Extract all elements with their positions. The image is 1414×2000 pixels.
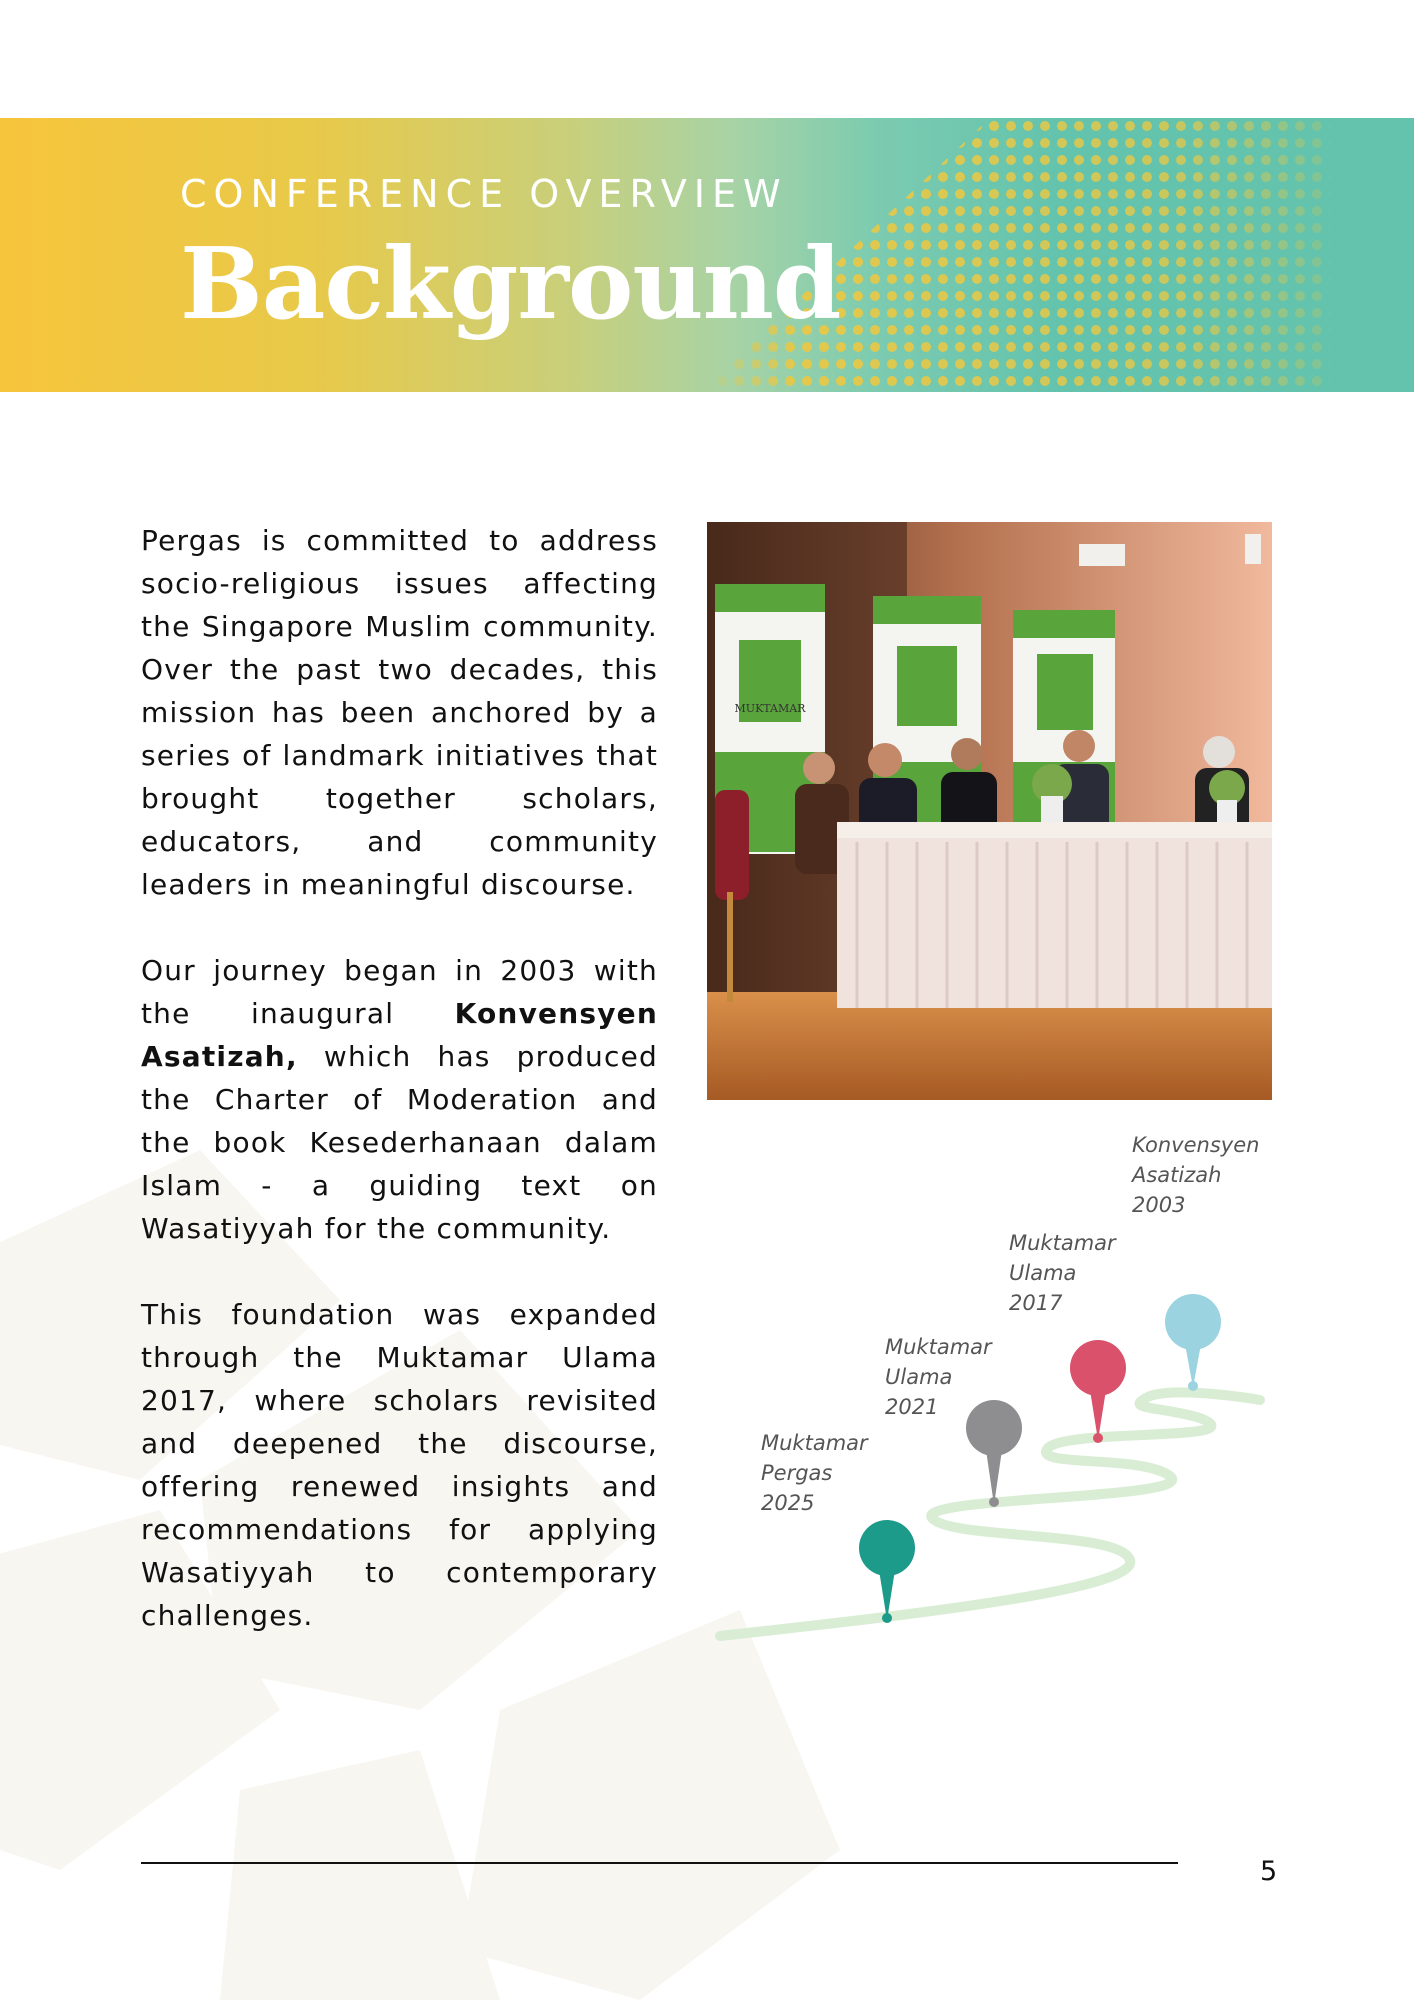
body-text [141,519,658,1680]
paragraph-foundation: This foundation was expanded through the Muktamar Ulama 2017, where scholars revisited and deepened the discourse, offering renewed insights and recommendations for applying Wasatiyyah to contemporary challenges. [141,1298,658,1632]
milestone-label-2003: Konvensyen Asatizah 2003 [1132,1133,1260,1217]
milestone-label-2025: Muktamar Pergas 2025 [761,1431,868,1515]
journey-text-start: Our journey began in 2003 with the inaugural [141,954,658,1030]
panel-photo-illustration [707,522,1272,1100]
conference-panel-photo [707,522,1272,1100]
journey-text-end: which has produced the Charter of Moderation and the book Kesederhanaan dalam Islam - a guiding text on Wasatiyyah for the community. [141,1040,658,1245]
milestone-timeline [700,1120,1300,1680]
paragraph-intro: Pergas is committed to address socio-religious issues affecting the Singapore Muslim community. Over the past two decades, this mission has been anchored by a series of landmark initiatives that brought together scholars, educators, and community leaders in meaningful discourse. [141,524,658,901]
page-number: 5 [1260,1856,1278,1887]
milestone-pin-2017 [1070,1340,1126,1443]
page-title: Background [180,227,841,342]
footer-divider [141,1862,1178,1864]
paragraph-journey [141,949,658,1250]
banner-text: MUKTAMAR [734,702,806,715]
konvensyen-asatizah-emphasis: Konvensyen Asatizah, [141,997,658,1073]
section-kicker: CONFERENCE OVERVIEW [180,172,788,216]
milestone-label-2021: Muktamar Ulama 2021 [885,1335,992,1419]
milestone-pin-2025 [859,1520,915,1623]
milestone-label-2017: Muktamar Ulama 2017 [1009,1231,1116,1315]
milestone-pin-2003 [1165,1294,1221,1391]
